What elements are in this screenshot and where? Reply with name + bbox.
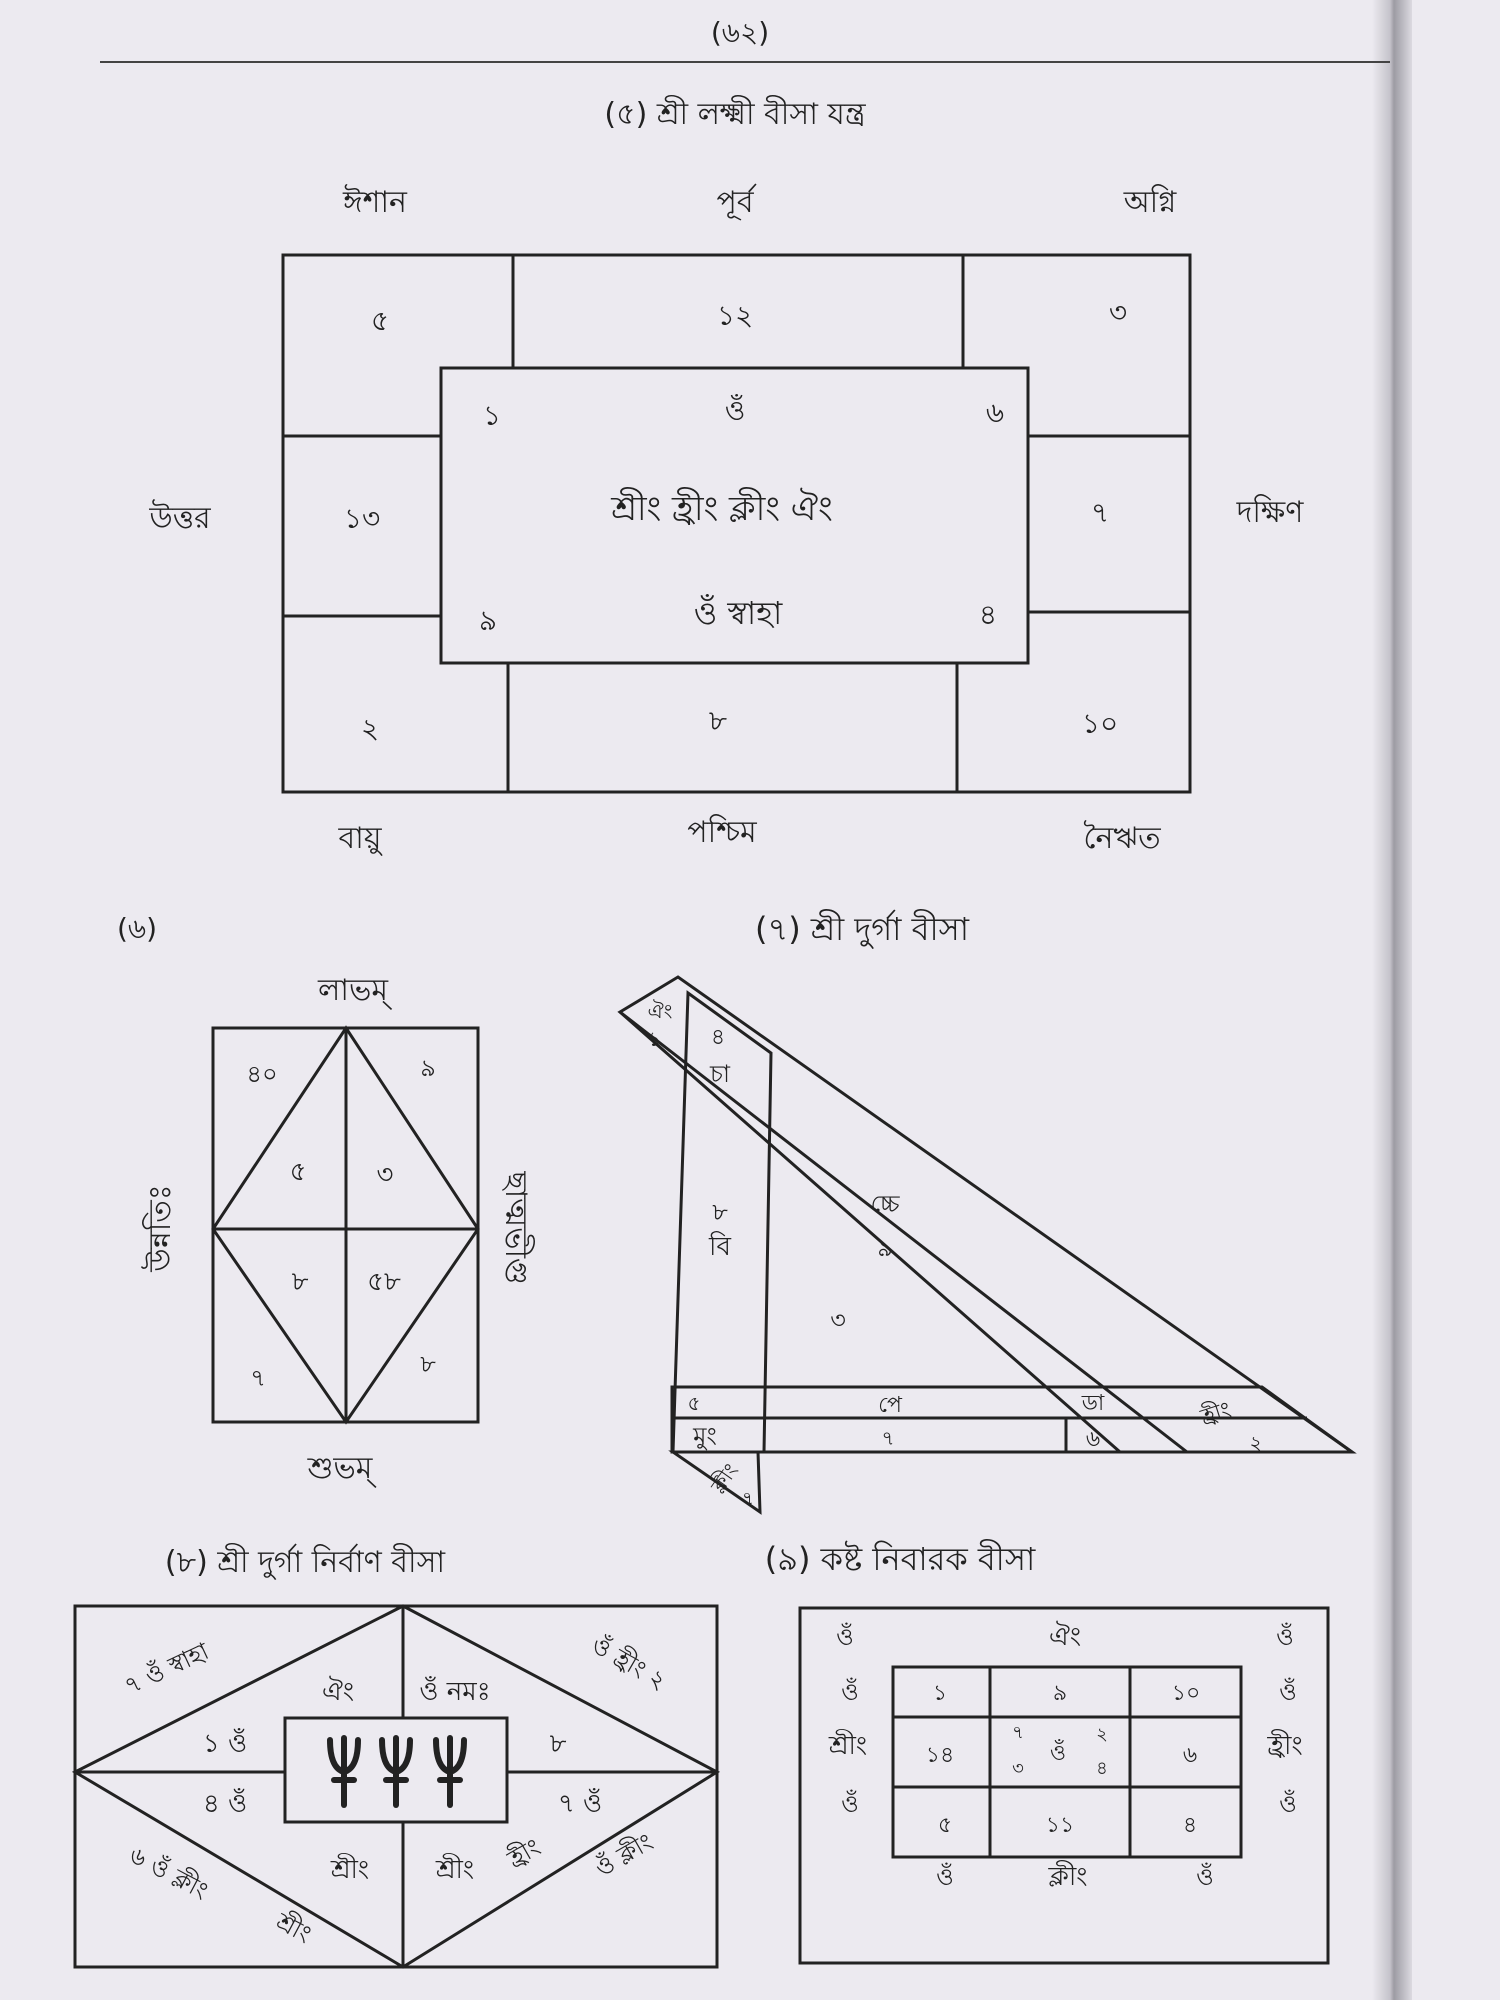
y8-label-t2: ওঁ নমঃ [419,1677,491,1707]
dir-se: অগ্নি [1123,185,1177,220]
yantra-6-top-label: লাভম্ [317,973,389,1008]
y7-label: বি [709,1232,731,1262]
y7-label: ৫ [687,1391,701,1415]
y9-grid-cell: ৫ [937,1813,953,1838]
dir-w: পশ্চিম [687,815,757,850]
y7-label: চা [710,1060,730,1088]
dir-s: দক্ষিণ [1236,495,1304,530]
y6-cell-7: ৭ [250,1364,266,1392]
center-bl: ৯ [478,604,498,637]
y9-grid-cell: ১০ [1171,1681,1201,1706]
y6-cell-8: ৮ [420,1350,436,1378]
center-bottom: ওঁ স্বাহা [693,594,783,632]
dir-n: উত্তর [149,501,211,536]
dir-e: পূর্ব [716,185,754,220]
y9-grid-cell: ওঁ [1049,1741,1067,1766]
y8-label-r2: ৭ ওঁ [557,1789,603,1819]
y6-cell-5: ৮ [291,1267,309,1297]
y8-label-t1: ঐং [321,1677,355,1707]
y8-label-tr: ওঁ হ্রীং ২ [586,1630,672,1696]
dir-sw: নৈঋত [1083,821,1161,856]
y7-label: পে [878,1393,902,1418]
y7-label: মুং [693,1422,717,1450]
y7-label: ১ [648,1027,662,1051]
y8-label-bl1: ৬ ওঁ ক্লীং [124,1840,213,1906]
y9-outer-l2: শ্রীং [828,1731,868,1761]
y9-outer-tl: ওঁ [836,1623,854,1651]
y9-outer-t: ঐং [1048,1622,1082,1652]
y8-label-br1: হ্রীং [502,1832,546,1874]
yantra-6-bottom-label: শুভম্ [307,1451,373,1486]
center-br: ৪ [978,598,998,631]
y9-grid-cell: ৯ [1052,1681,1068,1706]
y9-outer-l1: ওঁ [841,1678,859,1706]
y9-grid-cell: ৬ [1182,1743,1198,1768]
page-number: (৬২) [710,16,770,49]
y9-outer-tr: ওঁ [1276,1623,1294,1651]
y7-label: চ্চে [870,1190,900,1218]
y9-outer-l3: ওঁ [841,1790,859,1818]
y8-label-r1: ৮ [549,1729,567,1759]
y9-grid-cell: ৪ [1096,1758,1108,1779]
y7-label: ডা [1081,1391,1105,1416]
yantra-6-title: (৬) [116,912,158,945]
yantra-7 [620,909,1352,1512]
cell-bl: ২ [360,712,380,745]
cell-tr: ৩ [1108,296,1128,329]
center-top: ওঁ [724,394,746,427]
y7-label: ৭ [742,1488,754,1509]
yantra-7-title: (৭) শ্রী দুর্গা বীসা [754,910,970,948]
y7-label: ৮ [712,1198,728,1226]
cell-ml: ১৩ [343,502,381,535]
y9-grid-cell: ১১ [1045,1813,1075,1838]
dir-ne: ঈশান [343,185,407,220]
y9-outer-r2: হ্রীং [1267,1731,1303,1761]
y8-label-b1: শ্রীং [330,1855,370,1885]
y9-outer-br: ওঁ [1196,1863,1214,1891]
y7-label: হ্রীং [1197,1397,1235,1431]
y9-outer-b: ক্লীং [1048,1862,1088,1892]
y7-label: ৯ [877,1234,893,1262]
cell-tm: ১২ [716,299,754,332]
y7-label: ৬ [1085,1427,1101,1452]
y6-cell-1: ৪০ [246,1060,278,1088]
y8-label-bl2: শ্রীং [271,1907,316,1949]
y9-grid-cell: ৭ [1012,1722,1024,1743]
y7-label: ৪ [710,1025,726,1050]
y9-outer-bl: ওঁ [936,1863,954,1891]
dir-nw: বায়ু [338,821,382,856]
y7-label: ৩ [830,1306,846,1334]
y7-label: ৭ [881,1426,895,1450]
y6-cell-4: ৩ [376,1160,394,1190]
center-tl: ১ [482,399,502,432]
yantra-6-right-label: ছাত্মভীগু [498,1171,533,1285]
yantra-8-title: (৮) শ্রী দুর্গা নির্বাণ বীসা [164,1545,446,1580]
y8-label-br2: ওঁ ক্লীং [590,1827,658,1883]
y9-grid-cell: ১৪ [925,1743,955,1768]
y6-cell-3: ৫ [289,1157,307,1187]
yantra-5-title: (৫) শ্রী লক্ষ্মী বীসা যন্ত্র [604,97,866,132]
y7-label: ২ [1249,1431,1263,1455]
y8-label-tl: ৭ ওঁ স্বাহা [120,1637,214,1701]
y8-label-b2: শ্রীং [435,1855,475,1885]
y6-cell-2: ৯ [420,1054,436,1082]
y8-label-l2: ৪ ওঁ [202,1789,248,1819]
yantra-5 [148,95,1304,856]
y7-diagonal-band [620,977,1352,1452]
center-tr: ৬ [985,396,1005,429]
cell-tl: ৫ [370,304,390,337]
yantra-6 [117,912,535,1488]
yantra-9 [765,1539,1328,1963]
y9-outer-r3: ওঁ [1279,1790,1297,1818]
y9-grid-cell: ২ [1096,1724,1108,1745]
y9-outer-r1: ওঁ [1279,1678,1297,1706]
cell-br: ১০ [1081,707,1119,740]
cell-mr: ৭ [1090,496,1110,529]
yantra-9-title: (৯) কষ্ট নিবারক বীসা [764,1540,1036,1578]
center-mantra: শ্রীং হ্রীং ক্লীং ঐং [611,489,833,529]
y9-grid-cell: ৪ [1182,1813,1198,1838]
yantra-8 [75,1543,717,1967]
y8-label-l1: ১ ওঁ [202,1729,248,1759]
y9-grid-cell: ৩ [1012,1758,1024,1779]
yantra-6-left-label: উন্নতিঃ [143,1184,178,1272]
cell-bm: ৮ [708,704,728,737]
y6-cell-6: ৫৮ [367,1267,401,1297]
y9-grid-cell: ১ [932,1681,948,1706]
y7-label: ঐং [647,999,673,1023]
y7-label: ক্লীং [705,1458,743,1498]
